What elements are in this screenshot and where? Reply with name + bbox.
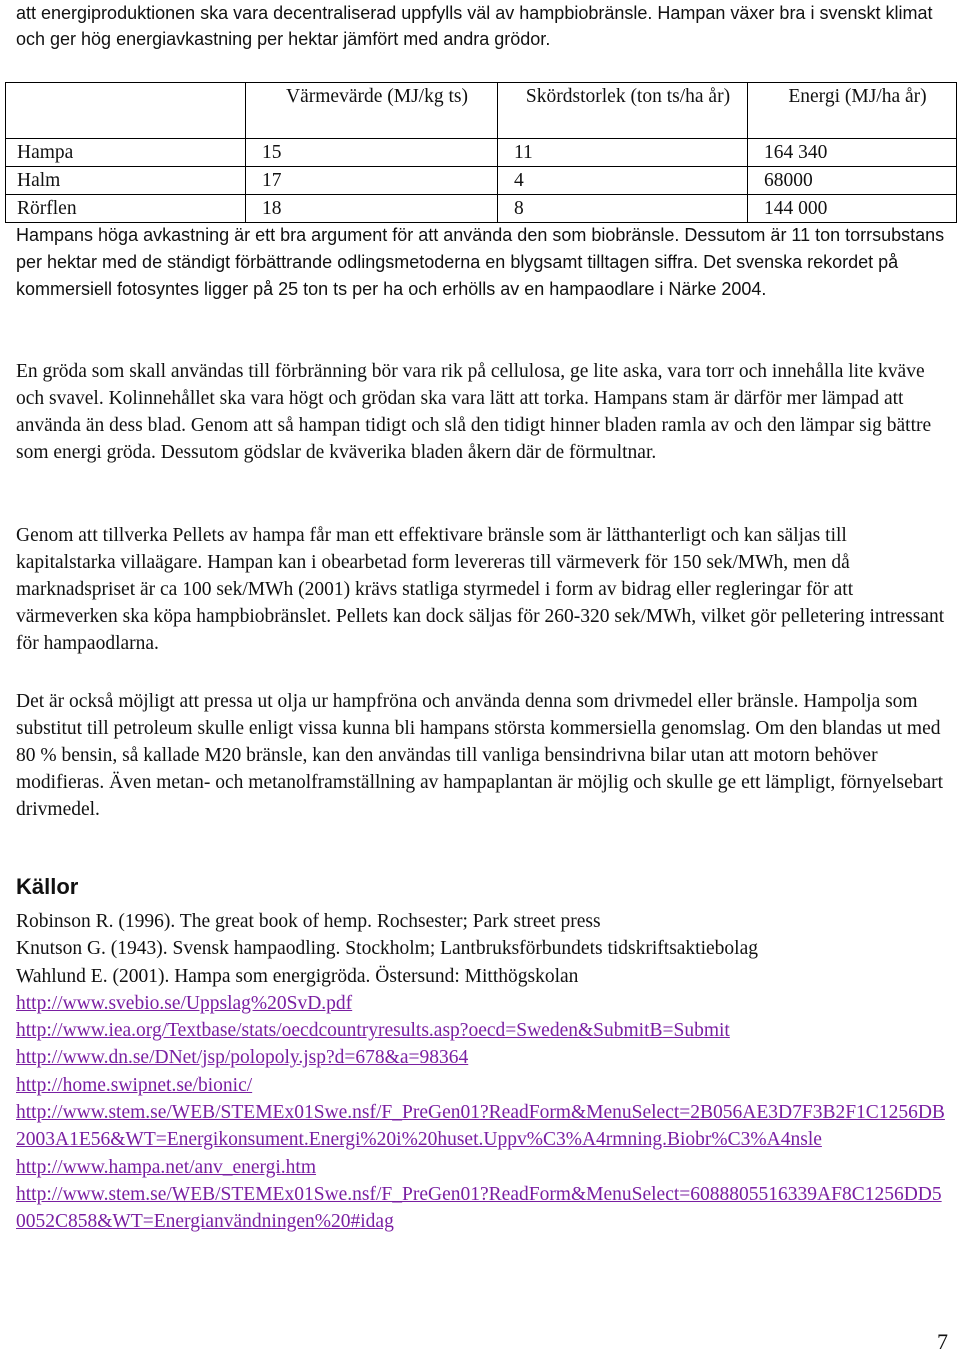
table-cell: Halm [6,167,246,195]
sources-heading: Källor [16,874,79,899]
table-cell: 4 [498,167,748,195]
reference-link-item [16,1181,951,1236]
table-header-cell: Skördstorlek (ton ts/ha år) [498,83,748,139]
paragraph-pellets: Genom att tillverka Pellets av hampa får man ett effektivare bränsle som är lätthanterligt och kan säljas till kapitalstarka villaägare. Hampan kan i obearbetad form levereras till värmeverk för 150 sek/MWh, men då marknadspriset är ca 100 sek/MWh (2001) krävs statliga styrmedel i form av bidrag eller regleringar för att värmeverken ska köpa hampbiobränslet. Pellets kan dock säljas för 260-320 sek/MWh, vilket gör pelletering intressant för hampaodlarna. [16,525,945,654]
table-cell: 144 000 [748,195,957,223]
reference-link-item [16,1017,951,1044]
reference-link-item [16,1044,951,1071]
table-cell: 68000 [748,167,957,195]
table-cell: 11 [498,139,748,167]
table-cell: 164 340 [748,139,957,167]
table-cell: 17 [246,167,498,195]
table-cell: 8 [498,195,748,223]
table-cell: Rörflen [6,195,246,223]
paragraph-hemp-oil: Det är också möjligt att pressa ut olja ur hampfröna och använda denna som drivmedel eller bränsle. Hampolja som substitut till petroleum skulle enligt vissa kunna bli hampans största kommersiella genomslag. Om den blandas ut med 80 % bensin, så kallade M20 bränsle, kan den användas till vanliga bensindrivna bilar utan att motorn behöver modifieras. Även metan- och metanolframställning av hampaplantan är möjlig och skulle ge ett lämpligt, förnyelsebart drivmedel. [16,691,944,820]
document-page [16,0,946,1233]
table-cell: Hampa [6,139,246,167]
table-row [6,167,957,195]
table-header-cell: Värmevärde (MJ/kg ts) [246,83,498,139]
reference-item: Robinson R. (1996). The great book of hemp. Rochsester; Park street press [16,911,601,932]
table-cell: 15 [246,139,498,167]
paragraph-crop-requirements: En gröda som skall användas till förbränning bör vara rik på cellulosa, ge lite aska, vara torr och innehålla lite kväve och svavel. Kolinnehållet ska vara högt och grödan ska vara lätt att torka. Hampans stam är därför mer lämpad att använda än dess blad. Genom att så hampan tidigt och slå den tidigt hinner bladen ramla av och den lämpar sig bättre som energi gröda. Dessutom gödslar de kväverika bladen åkern där de förmultnar. [16,361,932,463]
reference-link[interactable]: http://www.dn.se/DNet/jsp/polopoly.jsp?d=678&a=98364 [16,1047,469,1069]
table-row [6,195,957,223]
reference-item: Wahlund E. (2001). Hampa som energigröda. Östersund: Mitthögskolan [16,965,579,987]
reference-link[interactable]: http://www.stem.se/WEB/STEMEx01Swe.nsf/F_PreGen01?ReadForm&MenuSelect=6088805516339AF8C1256DD50052C858&WT=Energianvändningen%20#idag [16,1183,942,1233]
reference-link-item [16,1072,951,1099]
reference-list [16,908,951,1236]
table-header-cell: Energi (MJ/ha år) [748,83,957,139]
reference-link-item [16,1154,951,1181]
reference-link[interactable]: http://www.svebio.se/Uppslag%20SvD.pdf [16,992,353,1014]
reference-link-item [16,990,951,1017]
page-number: 7 [937,1329,948,1354]
reference-link[interactable]: http://home.swipnet.se/bionic/ [16,1074,253,1096]
intro-paragraph: att energiproduktionen ska vara decentraliserad uppfylls väl av hampbiobränsle. Hampan växer bra i svenskt klimat och ger hög energiavkastning per hektar jämfört med andra grödor. [16,3,933,49]
table-cell: 18 [246,195,498,223]
reference-link-item [16,1099,951,1154]
paragraph-biofuel-yield: Hampans höga avkastning är ett bra argument för att använda den som biobränsle. Dessutom är 11 ton torrsubstans per hektar med de ständigt förbättrande odlingsmetoderna en blygsamt tilltagen siffra. Det svenska rekordet på kommersiell fotosyntes ligger på 25 ton ts per ha och erhölls av en hampaodlare i Närke 2004. [16,225,945,299]
table-row [6,139,957,167]
reference-link[interactable]: http://www.iea.org/Textbase/stats/oecdcountryresults.asp?oecd=Sweden&SubmitB=Submit [16,1020,730,1042]
reference-item: Knutson G. (1943). Svensk hampaodling. Stockholm; Lantbruksförbundets tidskriftsaktiebolag [16,938,758,960]
table-header-cell [6,83,246,139]
table-header-row [6,83,957,139]
energy-comparison-table [5,82,957,223]
reference-link[interactable]: http://www.hampa.net/anv_energi.htm [16,1156,317,1178]
reference-link[interactable]: http://www.stem.se/WEB/STEMEx01Swe.nsf/F_PreGen01?ReadForm&MenuSelect=2B056AE3D7F3B2F1C1256DB2003A1E56&WT=Energikonsument.Energi%20i%20huset.Uppv%C3%A4rmning.Biobr%C3%A4nsle [16,1102,945,1151]
